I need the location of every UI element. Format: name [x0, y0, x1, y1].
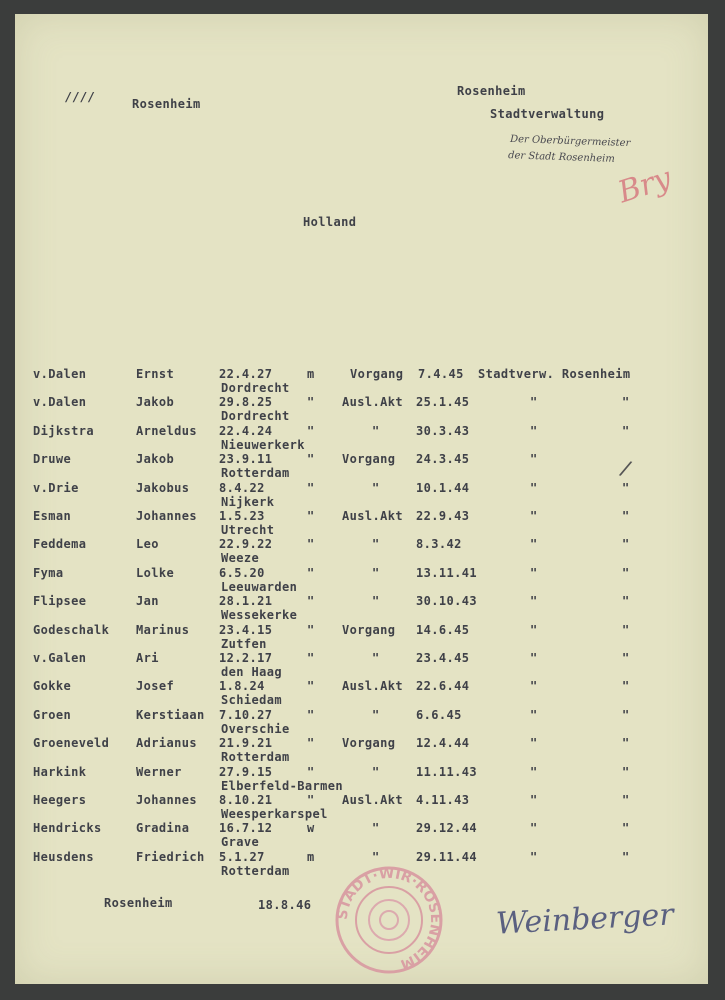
- record-date-cell: 10.1.44: [416, 481, 470, 495]
- office-cell: ": [530, 679, 538, 693]
- record-type-cell: ": [372, 850, 380, 864]
- sex-cell: ": [307, 566, 315, 580]
- office-cell: ": [530, 793, 538, 807]
- birthplace-cell: Wessekerke: [221, 608, 298, 622]
- surname-cell: Groen: [33, 708, 72, 722]
- firstname-cell: Marinus: [136, 623, 190, 637]
- record-type-cell: ": [372, 594, 380, 608]
- record-type-cell: Vorgang: [342, 736, 396, 750]
- birthdate-cell: 22.4.27: [219, 367, 273, 381]
- sex-cell: ": [307, 679, 315, 693]
- sex-cell: ": [307, 651, 315, 665]
- birthdate-cell: 16.7.12: [219, 821, 273, 835]
- seal-text: STADT·WIR·ROSENHEIM: [334, 866, 444, 973]
- birthdate-cell: 23.4.15: [219, 623, 273, 637]
- surname-cell: v.Dalen: [33, 367, 87, 381]
- birthplace-cell: Dordrecht: [221, 409, 290, 423]
- firstname-cell: Werner: [136, 765, 182, 779]
- sex-cell: w: [307, 821, 315, 835]
- city-seal-stamp: [333, 866, 445, 974]
- ditto-cell: ": [622, 537, 630, 551]
- surname-cell: Dijkstra: [33, 424, 94, 438]
- table-row: [0, 481, 725, 509]
- firstname-cell: Adrianus: [136, 736, 197, 750]
- firstname-cell: Gradina: [136, 821, 190, 835]
- record-date-cell: 24.3.45: [416, 452, 470, 466]
- birthdate-cell: 23.9.11: [219, 452, 273, 466]
- record-date-cell: 30.10.43: [416, 594, 477, 608]
- table-row: [0, 367, 725, 395]
- birthdate-cell: 12.2.17: [219, 651, 273, 665]
- record-date-cell: 30.3.43: [416, 424, 470, 438]
- birthplace-cell: Nijkerk: [221, 495, 275, 509]
- birthdate-cell: 29.8.25: [219, 395, 273, 409]
- record-type-cell: Ausl.Akt: [342, 395, 403, 409]
- birthplace-cell: Rotterdam: [221, 750, 290, 764]
- right-city-heading: Rosenheim: [457, 84, 526, 98]
- ditto-cell: ": [622, 679, 630, 693]
- birthplace-cell: den Haag: [221, 665, 282, 679]
- record-date-cell: 23.4.45: [416, 651, 470, 665]
- firstname-cell: Ernst: [136, 367, 175, 381]
- birthdate-cell: 28.1.21: [219, 594, 273, 608]
- office-cell: ": [530, 651, 538, 665]
- office-cell: ": [530, 850, 538, 864]
- ditto-cell: ": [622, 765, 630, 779]
- table-row: [0, 566, 725, 594]
- sex-cell: ": [307, 594, 315, 608]
- ditto-cell: ": [622, 623, 630, 637]
- surname-cell: Godeschalk: [33, 623, 110, 637]
- sex-cell: m: [307, 367, 315, 381]
- sex-cell: ": [307, 736, 315, 750]
- record-type-cell: Ausl.Akt: [342, 793, 403, 807]
- table-row: [0, 623, 725, 651]
- surname-cell: Feddema: [33, 537, 87, 551]
- office-cell: ": [530, 452, 538, 466]
- ditto-cell: ": [622, 850, 630, 864]
- office-cell: ": [530, 509, 538, 523]
- surname-cell: Hendricks: [33, 821, 102, 835]
- office-stamp-line1: Der Oberbürgermeister: [509, 133, 631, 150]
- sex-cell: ": [307, 623, 315, 637]
- firstname-cell: Jakobus: [136, 481, 190, 495]
- record-date-cell: 25.1.45: [416, 395, 470, 409]
- birthplace-cell: Schiedam: [221, 693, 282, 707]
- record-type-cell: ": [372, 537, 380, 551]
- sex-cell: ": [307, 424, 315, 438]
- record-date-cell: 8.3.42: [416, 537, 462, 551]
- birthdate-cell: 21.9.21: [219, 736, 273, 750]
- office-stamp-line2: der Stadt Rosenheim: [507, 150, 615, 165]
- table-row: [0, 594, 725, 622]
- table-row: [0, 708, 725, 736]
- birthplace-cell: Grave: [221, 835, 260, 849]
- office-cell: ": [530, 537, 538, 551]
- reference-mark: ////: [65, 90, 96, 104]
- birthplace-cell: Rotterdam: [221, 864, 290, 878]
- sex-cell: m: [307, 850, 315, 864]
- birthplace-cell: Utrecht: [221, 523, 275, 537]
- birthdate-cell: 27.9.15: [219, 765, 273, 779]
- firstname-cell: Friedrich: [136, 850, 205, 864]
- birthdate-cell: 1.8.24: [219, 679, 265, 693]
- table-row: [0, 679, 725, 707]
- office-cell: ": [530, 765, 538, 779]
- sex-cell: ": [307, 708, 315, 722]
- office-cell: ": [530, 395, 538, 409]
- record-type-cell: ": [372, 424, 380, 438]
- firstname-cell: Arneldus: [136, 424, 197, 438]
- ditto-cell: ": [622, 793, 630, 807]
- record-type-cell: Vorgang: [342, 452, 396, 466]
- surname-cell: Heusdens: [33, 850, 94, 864]
- record-type-cell: ": [372, 481, 380, 495]
- record-type-cell: ": [372, 708, 380, 722]
- surname-cell: v.Dalen: [33, 395, 87, 409]
- birthdate-cell: 8.10.21: [219, 793, 273, 807]
- table-row: [0, 395, 725, 423]
- birthdate-cell: 1.5.23: [219, 509, 265, 523]
- table-row: [0, 736, 725, 764]
- footer-date: 18.8.46: [258, 898, 312, 912]
- birthplace-cell: Zutfen: [221, 637, 267, 651]
- birthdate-cell: 6.5.20: [219, 566, 265, 580]
- record-type-cell: ": [372, 651, 380, 665]
- firstname-cell: Johannes: [136, 509, 197, 523]
- surname-cell: Fyma: [33, 566, 64, 580]
- sex-cell: ": [307, 793, 315, 807]
- birthplace-cell: Dordrecht: [221, 381, 290, 395]
- ditto-cell: ": [622, 509, 630, 523]
- ditto-cell: ": [622, 821, 630, 835]
- record-date-cell: 22.6.44: [416, 679, 470, 693]
- record-type-cell: Vorgang: [350, 367, 404, 381]
- record-type-cell: ": [372, 765, 380, 779]
- office-cell: ": [530, 481, 538, 495]
- table-row: [0, 793, 725, 821]
- table-row: [0, 452, 725, 480]
- office-cell: ": [530, 594, 538, 608]
- ditto-cell: ": [622, 481, 630, 495]
- birthplace-cell: Weesperkarspel: [221, 807, 328, 821]
- sex-cell: ": [307, 452, 315, 466]
- birthdate-cell: 7.10.27: [219, 708, 273, 722]
- office-cell: Stadtverw. Rosenheim: [478, 367, 631, 381]
- firstname-cell: Josef: [136, 679, 175, 693]
- sex-cell: ": [307, 537, 315, 551]
- record-date-cell: 13.11.41: [416, 566, 477, 580]
- sex-cell: ": [307, 395, 315, 409]
- birthdate-cell: 5.1.27: [219, 850, 265, 864]
- record-date-cell: 22.9.43: [416, 509, 470, 523]
- record-date-cell: 4.11.43: [416, 793, 470, 807]
- surname-cell: Druwe: [33, 452, 72, 466]
- surname-cell: Esman: [33, 509, 72, 523]
- birthplace-cell: Elberfeld-Barmen: [221, 779, 343, 793]
- ditto-cell: ": [622, 708, 630, 722]
- ditto-cell: ": [622, 395, 630, 409]
- office-cell: ": [530, 623, 538, 637]
- ditto-cell: ": [622, 651, 630, 665]
- firstname-cell: Leo: [136, 537, 159, 551]
- firstname-cell: Ari: [136, 651, 159, 665]
- birthplace-cell: Leeuwarden: [221, 580, 298, 594]
- table-row: [0, 424, 725, 452]
- firstname-cell: Jan: [136, 594, 159, 608]
- birthdate-cell: 22.9.22: [219, 537, 273, 551]
- ditto-cell: ": [622, 594, 630, 608]
- sex-cell: ": [307, 509, 315, 523]
- birthplace-cell: Overschie: [221, 722, 290, 736]
- firstname-cell: Jakob: [136, 395, 175, 409]
- office-cell: ": [530, 821, 538, 835]
- office-cell: ": [530, 736, 538, 750]
- birthplace-cell: Rotterdam: [221, 466, 290, 480]
- table-row: [0, 509, 725, 537]
- sex-cell: ": [307, 481, 315, 495]
- record-type-cell: Ausl.Akt: [342, 679, 403, 693]
- table-row: [0, 765, 725, 793]
- firstname-cell: Kerstiaan: [136, 708, 205, 722]
- pen-tick-mark: /: [617, 454, 635, 482]
- footer-city: Rosenheim: [104, 896, 173, 910]
- record-date-cell: 14.6.45: [416, 623, 470, 637]
- ditto-cell: ": [622, 566, 630, 580]
- surname-cell: v.Drie: [33, 481, 79, 495]
- table-row: [0, 537, 725, 565]
- red-initials-mark: Bry: [613, 160, 676, 211]
- record-type-cell: ": [372, 821, 380, 835]
- firstname-cell: Johannes: [136, 793, 197, 807]
- left-city-heading: Rosenheim: [132, 97, 201, 111]
- surname-cell: v.Galen: [33, 651, 87, 665]
- birthplace-cell: Weeze: [221, 551, 260, 565]
- surname-cell: Flipsee: [33, 594, 87, 608]
- country-heading: Holland: [303, 215, 357, 229]
- birthdate-cell: 8.4.22: [219, 481, 265, 495]
- birthdate-cell: 22.4.24: [219, 424, 273, 438]
- surname-cell: Heegers: [33, 793, 87, 807]
- record-type-cell: Ausl.Akt: [342, 509, 403, 523]
- ditto-cell: ": [622, 424, 630, 438]
- record-date-cell: 6.6.45: [416, 708, 462, 722]
- record-type-cell: ": [372, 566, 380, 580]
- record-date-cell: 29.12.44: [416, 821, 477, 835]
- firstname-cell: Jakob: [136, 452, 175, 466]
- office-cell: ": [530, 708, 538, 722]
- record-date-cell: 29.11.44: [416, 850, 477, 864]
- signature: Weinberger: [495, 897, 675, 942]
- office-cell: ": [530, 566, 538, 580]
- record-date-cell: 11.11.43: [416, 765, 477, 779]
- office-cell: ": [530, 424, 538, 438]
- birthplace-cell: Nieuwerkerk: [221, 438, 305, 452]
- surname-cell: Gokke: [33, 679, 72, 693]
- record-type-cell: Vorgang: [342, 623, 396, 637]
- record-date-cell: 12.4.44: [416, 736, 470, 750]
- surname-cell: Groeneveld: [33, 736, 110, 750]
- record-date-cell: 7.4.45: [418, 367, 464, 381]
- ditto-cell: ": [622, 736, 630, 750]
- table-row: [0, 651, 725, 679]
- sex-cell: ": [307, 765, 315, 779]
- table-row: [0, 821, 725, 849]
- office-heading: Stadtverwaltung: [490, 107, 605, 121]
- firstname-cell: Lolke: [136, 566, 175, 580]
- surname-cell: Harkink: [33, 765, 87, 779]
